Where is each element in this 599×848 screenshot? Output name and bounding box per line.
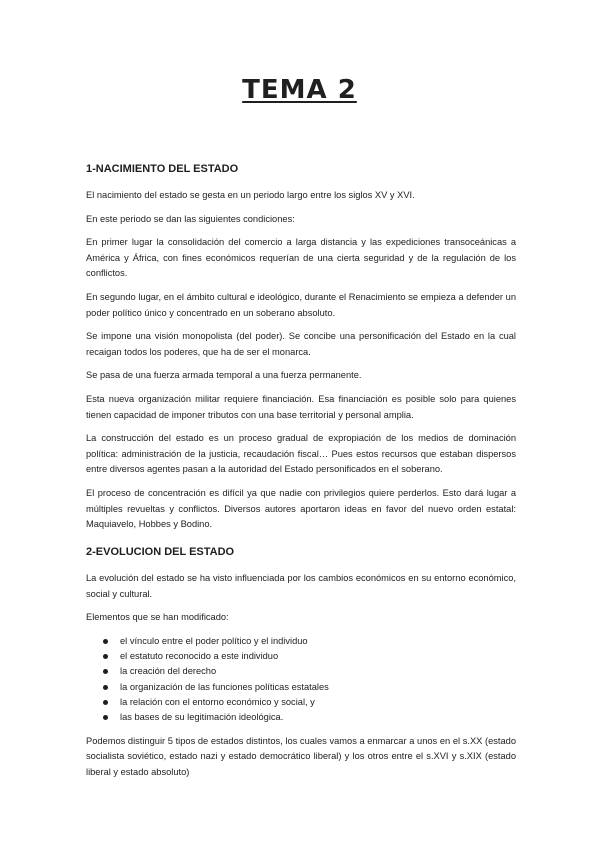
paragraph: Podemos distinguir 5 tipos de estados distintos, los cuales vamos a enmarcar a unos en el s.XX (estado socialista soviético, estado nazi y estado democrático liberal) y los otros entre el s.XVI y s.XIX (estado liberal y estado absoluto) xyxy=(86,735,516,777)
bullet-icon xyxy=(103,669,108,674)
list-item xyxy=(86,634,516,649)
paragraph: La construcción del estado es un proceso gradual de expropiación de los medios de dominación política: administración de la justicia, recaudación fiscal… Pues estos recursos que estaban dispersos entre diversos agentes pasan a la autoridad del Estado personificados en el soberano. xyxy=(86,433,516,475)
paragraph: El proceso de concentración es difícil ya que nadie con privilegios quiere perderlos. Esto dará lugar a múltiples revueltas y conflictos. Diversos autores aportaron ideas en favor del nuevo orden estatal: Maquiavelo, Hobbes y Bodino. xyxy=(86,487,516,530)
list-item xyxy=(86,710,516,725)
bullet-icon xyxy=(103,654,108,659)
section-evolucion xyxy=(86,545,516,788)
paragraph: La evolución del estado se ha visto influenciada por los cambios económicos en su entorno económico, social y cultural. xyxy=(86,573,516,599)
paragraph: Se pasa de una fuerza armada temporal a una fuerza permanente. xyxy=(86,370,362,381)
bullet-list xyxy=(86,634,516,726)
paragraph: En segundo lugar, en el ámbito cultural e ideológico, durante el Renacimiento se empieza a defender un poder político único y concentrado en un soberano absoluto. xyxy=(86,291,516,318)
list-item xyxy=(86,695,516,710)
list-item-text: la relación con el entorno económico y social, y xyxy=(120,696,315,707)
list-item-text: el vínculo entre el poder político y el individuo xyxy=(120,635,308,646)
bullet-icon xyxy=(103,715,108,720)
list-item xyxy=(86,649,516,664)
list-item-text: la organización de las funciones políticas estatales xyxy=(120,681,329,692)
list-item-text: la creación del derecho xyxy=(120,666,217,677)
paragraph: En primer lugar la consolidación del comercio a larga distancia y las expediciones transoceánicas a América y África, con fines económicos requerían de una cierta seguridad y de la regulación de los conflictos. xyxy=(86,237,516,279)
bullet-icon xyxy=(103,700,108,705)
section-nacimiento xyxy=(86,162,516,541)
bullet-icon xyxy=(103,685,108,690)
list-item xyxy=(86,680,516,695)
page-title: TEMA 2 xyxy=(242,75,357,105)
bullet-icon xyxy=(103,639,108,644)
section-heading: 2-EVOLUCION DEL ESTADO xyxy=(86,546,235,558)
paragraph: En este periodo se dan las siguientes condiciones: xyxy=(86,213,295,224)
list-intro: Elementos que se han modificado: xyxy=(86,612,229,623)
list-item-text: el estatuto reconocido a este individuo xyxy=(120,651,279,662)
paragraph: Se impone una visión monopolista (del poder). Se concibe una personificación del Estado en la cual recaigan todos los poderes, que ha de ser el monarca. xyxy=(86,331,516,357)
paragraph: El nacimiento del estado se gesta en un periodo largo entre los siglos XV y XVI. xyxy=(86,190,415,200)
list-item xyxy=(86,664,516,679)
paragraph: Esta nueva organización militar requiere financiación. Esa financiación es posible solo para quienes tienen capacidad de imponer tributos con una base territorial y personal amplia. xyxy=(86,393,516,420)
section-heading: 1-NACIMIENTO DEL ESTADO xyxy=(86,163,239,175)
list-item-text: las bases de su legitimación ideológica. xyxy=(120,712,284,723)
